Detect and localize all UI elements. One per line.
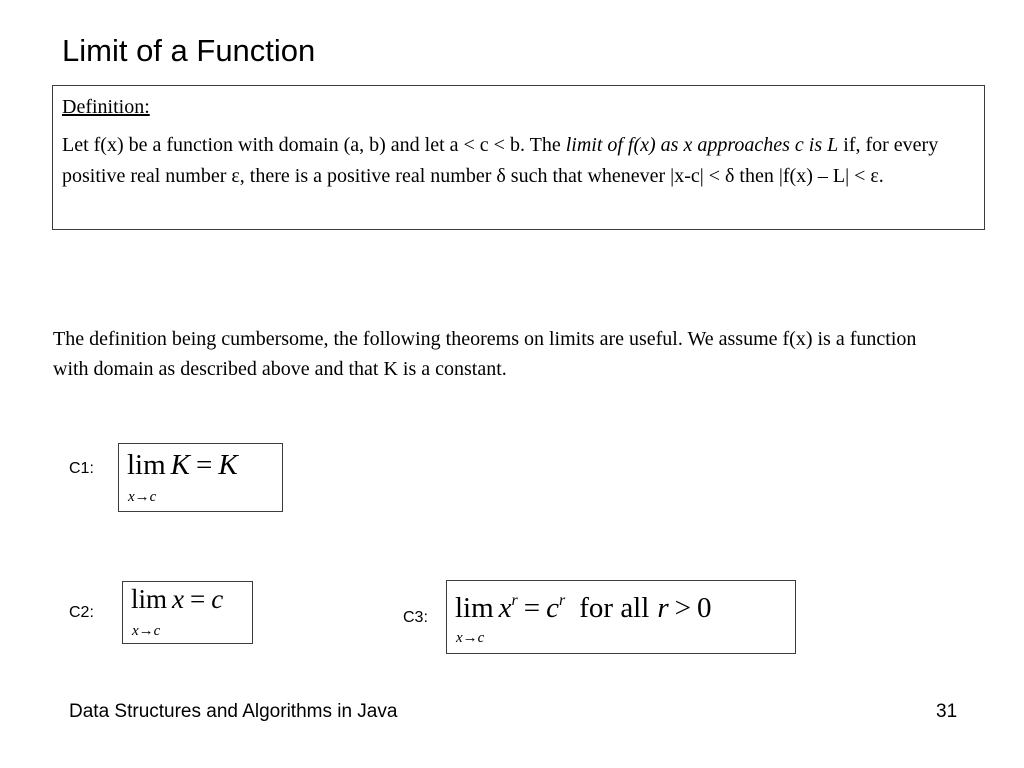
- theorem-c1-rhs: K: [218, 449, 238, 481]
- footer-course-title: Data Structures and Algorithms in Java: [69, 701, 398, 722]
- theorem-c1-subscript: [128, 490, 156, 505]
- theorem-c3-condition-op: >: [674, 592, 691, 624]
- arrow-right-icon: →: [134, 489, 150, 505]
- theorem-c1-label: C1:: [69, 460, 94, 477]
- theorem-c3-formula: [455, 593, 711, 623]
- theorem-c3-condition-value: 0: [696, 592, 712, 624]
- theorem-c3-subscript: [456, 631, 484, 646]
- theorem-c3-rhs-base: c: [546, 592, 560, 624]
- theorem-c3-formula-box: [446, 580, 796, 654]
- theorem-c1-equals: =: [196, 449, 213, 481]
- theorem-c3-sub-var: x: [456, 630, 463, 646]
- theorem-c3-label: C3:: [403, 609, 428, 626]
- theorem-c2-equals: =: [190, 584, 206, 614]
- theorem-c2-sub-target: c: [153, 623, 161, 639]
- theorem-c1-lhs: K: [170, 449, 191, 481]
- arrow-right-icon: →: [138, 623, 154, 639]
- theorem-c2-rhs: c: [211, 584, 224, 614]
- arrow-right-icon: →: [462, 630, 478, 646]
- theorem-c1-formula-box: [118, 443, 283, 512]
- definition-heading: Definition:: [62, 96, 150, 118]
- definition-text: [62, 130, 976, 192]
- theorem-c3-sub-target: c: [477, 630, 485, 646]
- theorem-c2-formula: [131, 585, 223, 613]
- theorem-c3-lim: lim: [455, 592, 494, 624]
- footer-page-number: 31: [936, 701, 958, 722]
- slide-title: Limit of a Function: [62, 33, 316, 68]
- definition-text-part-1: Let f(x) be a function with domain (a, b) and let a < c < b. The: [62, 134, 566, 156]
- theorem-c3-lhs-exponent: r: [511, 592, 518, 609]
- theorem-c2-lhs: x: [172, 584, 184, 614]
- theorem-c2-formula-box: [122, 581, 253, 644]
- theorem-c2-subscript: [132, 624, 160, 639]
- definition-box: [52, 85, 985, 230]
- theorem-c3-rhs-exponent: r: [559, 592, 566, 609]
- theorem-c3-lhs-base: x: [498, 592, 512, 624]
- theorem-c3-condition-var: r: [657, 592, 669, 624]
- definition-text-part-2: if, for every positive real number ε, there is a positive real number δ such that whenever |x-c| < δ then |f(x) – L| < ε.: [62, 134, 939, 187]
- theorem-c3-condition-text: for all: [579, 592, 650, 624]
- theorem-c1-sub-var: x: [128, 489, 135, 505]
- definition-text-italic: limit of f(x) as x approaches c is L: [565, 134, 839, 156]
- theorem-c1-lim: lim: [127, 449, 166, 481]
- theorem-c1-sub-target: c: [149, 489, 157, 505]
- theorem-c2-label: C2:: [69, 604, 94, 621]
- intro-paragraph: The definition being cumbersome, the following theorems on limits are useful. We assume f(x) is a function with domain as described above and that K is a constant.: [53, 328, 917, 380]
- theorem-c3-equals: =: [523, 592, 541, 624]
- theorem-c1-formula: [127, 450, 238, 480]
- theorem-c2-lim: lim: [131, 584, 168, 614]
- theorem-c2-sub-var: x: [132, 623, 139, 639]
